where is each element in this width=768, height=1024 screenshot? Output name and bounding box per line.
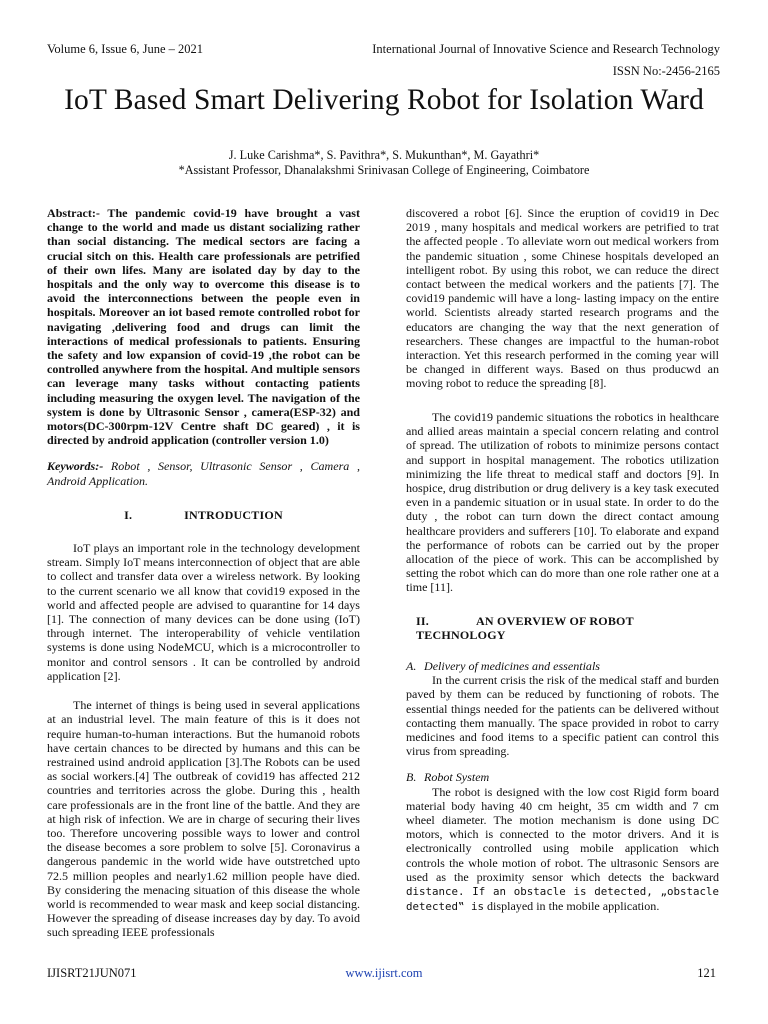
subsection-title: Delivery of medicines and essentials bbox=[424, 659, 600, 674]
section-heading-introduction bbox=[47, 508, 360, 522]
subsection-title: Robot System bbox=[424, 770, 490, 785]
page-number: 121 bbox=[697, 966, 716, 980]
keywords bbox=[47, 459, 360, 487]
robot-system-end: displayed in the mobile application. bbox=[487, 899, 660, 914]
intro-paragraph-1: IoT plays an important role in the technology development stream. Simply IoT means interconnection of object that are able to collect and transfer data over a wireless network. By looking to the current scenario we all know that covid19 exposed in the world and affected people are advised to quarantine for 14 days [1]. The connection of many devices can be done using (IoT) through internet. The interoperability of vehicle ventilation systems is done using NodeMCU, which is a microcontroller to monitor and control sensors . It can be controlled by android application [2]. bbox=[47, 541, 360, 683]
abstract: Abstract:- The pandemic covid-19 have brought a vast change to the world and made us distant socializing rather than social distancing. The medical sectors are facing a crucial sitch on this. Health care professionals are petrified of their own lifes. Many are isolated day by day to the hospitals and the only way to overcome this disease is to avoid the interconnections between the people even in hospitals. Moreover an iot based remote controlled robot for navigating ,delivering food and drugs can limit the interactions of medical professionals to patients. Ensuring the safety and low expansion of covid-19 ,the robot can be controlled anywhere from the hospital. And multiple sensors can leverage many tasks without contacting patients including measuring the oxygen level. The navigation of the system is done by Ultrasonic Sensor , camera(ESP-32) and motors(DC-300rpm-12V Centre shaft DC geared) , it is directed by android application (controller version 1.0) bbox=[47, 206, 360, 448]
section-number: I. bbox=[124, 507, 133, 522]
section-heading-overview bbox=[406, 614, 719, 642]
subsection-letter: B. bbox=[406, 770, 417, 785]
subsection-heading-delivery bbox=[406, 659, 719, 673]
right-column-lower bbox=[406, 410, 719, 915]
robot-system-mono-line: distance. If an obstacle is detected, „obstacle detected‟ is bbox=[406, 885, 719, 914]
intro-paragraph-2: The internet of things is being used in several applications at an industrial level. The main feature of this is it does not require human-to-human interactions. But the humanoid robots have certain chances to be directed by humans and this can be restrained usind android application [3].The Robots can be used as social workers.[4] The outbreak of covid19 has affected 212 countries and territories across the globe. During this , health care professionals are in the front line of the battle. And they are at high risk of infection. We are in charge of securing their lives too. Therefore uncovering possible ways to lower and control the disease becomes a sore problem to solve [5]. Coronavirus a dangerous pandemic in the world wide have outstretched upto 72.5 million peoples and nearly1.62 million people have died. By considering the menacing situation of this disease the whole world is recommended to wear mask and keep social distancing. However the spreading of disease increases day by day. To avoid such spreading IEEE professionals bbox=[47, 698, 360, 940]
section-title: AN OVERVIEW OF ROBOT TECHNOLOGY bbox=[416, 613, 634, 642]
subsection-letter: A. bbox=[406, 659, 417, 674]
section-number: II. bbox=[416, 613, 429, 628]
header-issn: ISSN No:-2456-2165 bbox=[612, 64, 720, 78]
header-volume: Volume 6, Issue 6, June – 2021 bbox=[47, 42, 204, 56]
affiliation: *Assistant Professor, Dhanalakshmi Srinivasan College of Engineering, Coimbatore bbox=[178, 163, 590, 177]
keywords-text: Robot , Sensor, Ultrasonic Sensor , Camera , Android Application. bbox=[47, 459, 360, 488]
intro-paragraph-4: The covid19 pandemic situations the robotics in healthcare and allied areas maintain a special concern relating and control of spread. The utilization of robots to minimize persons contact and support in hospital management. The robotics utilization minimizing the life threat to medical staff and doctors [9]. In hospice, drug distribution or drug delivery is a key task executed even in a pandemic situation or in usual state. In order to do the duty , the robot can turn down the direct contact amoung healthcare providers and sufferers [10]. To elaborate and expand the performance of robots can be carried out by the proper allocation of the piece of work. This can be accomplished by setting the robot which can do more than one role rather one at a time [11]. bbox=[406, 410, 719, 595]
subsection-heading-robot-system bbox=[406, 770, 719, 784]
keywords-label: Keywords:- bbox=[47, 459, 104, 474]
robot-system-text: The robot is designed with the low cost Rigid form board material body having 40 cm height, 35 cm width and 7 cm wheel diameter. The motion mechanism is done using DC motors, which is connected to the motor drivers. And it is electronically controlled using mobile application which controls the whole motion of robot. The ultrasonic Sensors are used as the proximity sensor which detects the backward bbox=[406, 784, 719, 884]
authors: J. Luke Carishma*, S. Pavithra*, S. Mukunthan*, M. Gayathri* bbox=[228, 148, 540, 162]
paper-title: IoT Based Smart Delivering Robot for Isolation Ward bbox=[64, 84, 704, 116]
footer-url-wrap bbox=[0, 966, 768, 981]
footer-url-link[interactable]: www.ijisrt.com bbox=[345, 966, 423, 980]
section-title: INTRODUCTION bbox=[184, 507, 283, 522]
left-column bbox=[47, 206, 360, 940]
intro-paragraph-3: discovered a robot [6]. Since the eruption of covid19 in Dec 2019 , many hospitals and medical workers are petrified to trat the affected people . To alleviate worn out medical workers from the pandemic situation , some Chinese hospitals developed an intelligent robot. By using this robot, we can reduce the direct contact between the medical workers and the patients [7]. The covid19 pandemic will have a long- lasting impacy on the entire world. Scientists already started research programs and the educators are changing the way that the next generation of researchers. These changes are impactful to the human-robot interaction. Yet this research performed in the coming year will be changed in different ways. Based on thus producwd an moving robot to reduce the spreading [8]. bbox=[406, 206, 719, 391]
delivery-paragraph: In the current crisis the risk of the medical staff and burden paved by them can be reduced by functioning of robots. The essential things needed for the patients can be delivered without contacting them manually. The space provided in robot to carry medicines and food items to a specific patient can control this virus from spreading. bbox=[406, 673, 719, 759]
right-column bbox=[406, 206, 719, 391]
footer-id: IJISRT21JUN071 bbox=[47, 966, 137, 980]
header-journal: International Journal of Innovative Science and Research Technology bbox=[372, 42, 720, 56]
robot-system-paragraph bbox=[406, 785, 719, 915]
